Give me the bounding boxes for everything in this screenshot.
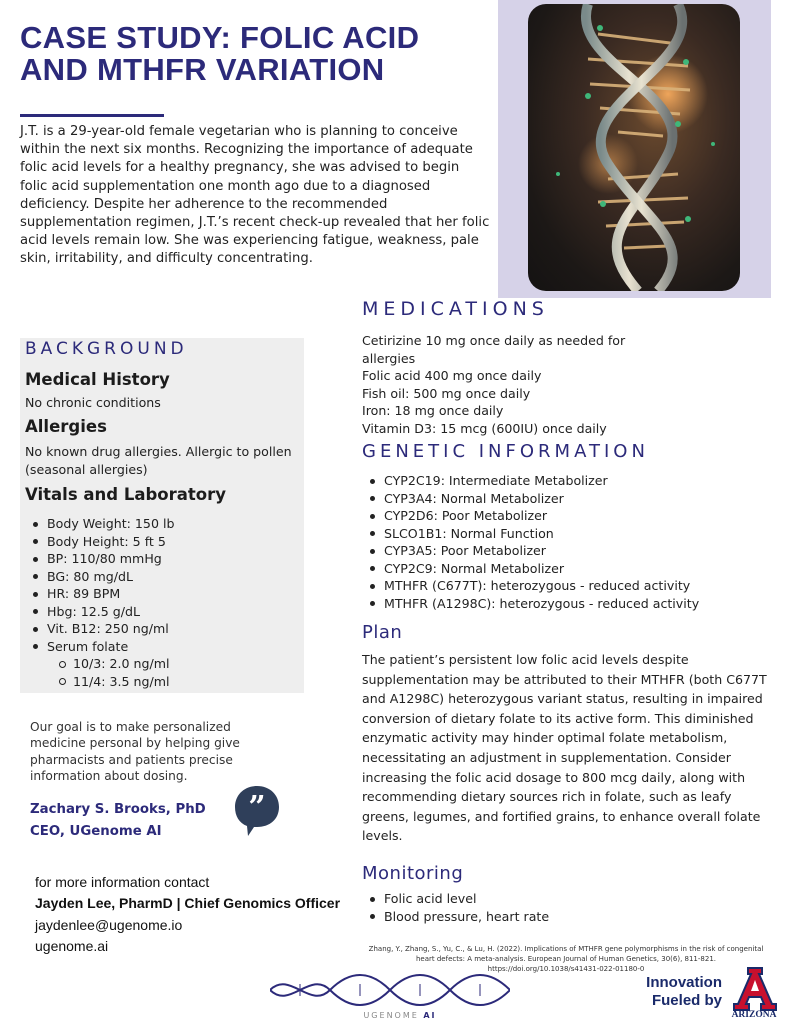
- genetic-heading: GENETIC INFORMATION: [362, 441, 649, 462]
- ugenome-wordmark: UGENOME AI: [363, 1011, 437, 1020]
- dna-helix-image: [528, 4, 740, 291]
- list-item: Serum folate: [25, 638, 295, 656]
- medications-list: [362, 332, 772, 437]
- medical-history-label: Medical History: [25, 370, 170, 389]
- contact-email-link[interactable]: jaydenlee@ugenome.io: [35, 917, 183, 933]
- list-item: Folic acid 400 mg once daily: [362, 368, 542, 383]
- list-item: Hbg: 12.5 g/dL: [25, 603, 295, 621]
- page-title: CASE STUDY: FOLIC ACID AND MTHFR VARIATION: [20, 20, 420, 87]
- list-item: CYP2C9: Normal Metabolizer: [362, 560, 772, 578]
- folate-list: [25, 655, 295, 690]
- medical-history-value: No chronic conditions: [25, 395, 161, 410]
- allergies-label: Allergies: [25, 417, 107, 436]
- title-divider: [20, 114, 164, 117]
- list-item: Fish oil: 500 mg once daily: [362, 385, 531, 401]
- genetic-list: [362, 472, 772, 612]
- list-item: SLCO1B1: Normal Function: [362, 525, 772, 543]
- list-item: Body Weight: 150 lb: [25, 515, 295, 533]
- list-item: Cetirizine 10 mg once daily as needed for: [362, 333, 626, 348]
- vitals-label: Vitals and Laboratory: [25, 485, 226, 504]
- list-item: CYP3A4: Normal Metabolizer: [362, 490, 772, 508]
- case-intro: J.T. is a 29-year-old female vegetarian who is planning to conceive within the next six months. Recognizing the importance of adequate folic acid levels for a healthy pregnancy, she was advised to begin folic acid supplementation one month ago due to a diagnosed deficiency. Despite her adherence to the recommended supplementation regimen, J.T.’s recent check-up revealed that her folic acid levels remain low. She was experiencing fatigue, weakness, pale skin, irritability, and difficulty concentrating.: [20, 124, 490, 267]
- plan-heading: Plan: [362, 622, 403, 643]
- list-item: BG: 80 mg/dL: [25, 568, 295, 586]
- quote-bubble-icon: [234, 785, 280, 837]
- list-item: 11/4: 3.5 ng/ml: [25, 673, 295, 691]
- list-item: CYP3A5: Poor Metabolizer: [362, 542, 772, 560]
- list-item: CYP2C19: Intermediate Metabolizer: [362, 472, 772, 490]
- monitoring-heading: Monitoring: [362, 863, 464, 884]
- list-item: MTHFR (A1298C): heterozygous - reduced activity: [362, 595, 772, 613]
- innovation-tagline: Innovation Fueled by: [646, 974, 722, 1009]
- list-item: allergies: [362, 350, 416, 366]
- dna-helix-icon: [528, 4, 740, 291]
- quote-author-title: CEO, UGenome AI: [30, 824, 162, 839]
- arizona-a-logo-icon: [733, 966, 777, 1012]
- svg-text:”: ”: [248, 790, 266, 825]
- monitoring-list: [362, 890, 772, 925]
- list-item: Body Height: 5 ft 5: [25, 533, 295, 551]
- medications-heading: MEDICATIONS: [362, 298, 549, 320]
- vitals-list: [25, 515, 295, 655]
- hero-panel: [498, 0, 771, 298]
- quote-author-name: Zachary S. Brooks, PhD: [30, 802, 206, 817]
- list-item: Iron: 18 mg once daily: [362, 403, 504, 418]
- list-item: 10/3: 2.0 ng/ml: [25, 655, 295, 673]
- contact-intro: for more information contact: [35, 874, 210, 890]
- list-item: CYP2D6: Poor Metabolizer: [362, 507, 772, 525]
- contact-website-link[interactable]: ugenome.ai: [35, 938, 109, 954]
- list-item: Vit. B12: 250 ng/ml: [25, 620, 295, 638]
- contact-name: Jayden Lee, PharmD | Chief Genomics Officer: [35, 895, 341, 911]
- list-item: BP: 110/80 mmHg: [25, 550, 295, 568]
- allergies-value: No known drug allergies. Allergic to pollen (seasonal allergies): [25, 444, 292, 477]
- list-item: Blood pressure, heart rate: [362, 908, 772, 926]
- list-item: Vitamin D3: 15 mcg (600IU) once daily: [362, 420, 607, 436]
- mission-quote: Our goal is to make personalized medicine personal by helping give pharmacists and patients precise information about dosing.: [30, 720, 240, 784]
- list-item: Folic acid level: [362, 890, 772, 908]
- list-item: MTHFR (C677T): heterozygous - reduced activity: [362, 577, 772, 595]
- plan-text: The patient’s persistent low folic acid levels despite supplementation may be attributed to their MTHFR (both C677T and A1298C) heterozygous variant status, resulting in impaired conversion of dietary folate to its active form. This diminished enzymatic activity may hinder optimal folate metabolism, necessitating an adjustment in supplementation. Consider increasing the folic acid dosage to 800 mcg daily, along with recommending dietary sources rich in folate, such as leafy greens, legumes, and fortified grains, to enhance overall folate levels.: [362, 652, 767, 844]
- background-heading: BACKGROUND: [25, 339, 188, 359]
- list-item: HR: 89 BPM: [25, 585, 295, 603]
- citation: Zhang, Y., Zhang, S., Yu, C., & Lu, H. (2022). Implications of MTHFR gene polymorphisms in the risk of congenital heart defects: A meta-analysis. European Journal of Human Genetics, 30(6), 811-821. https://doi.org/10.1038/s41431-022-01180-0: [368, 945, 764, 973]
- arizona-wordmark: ARIZONA: [731, 1010, 777, 1020]
